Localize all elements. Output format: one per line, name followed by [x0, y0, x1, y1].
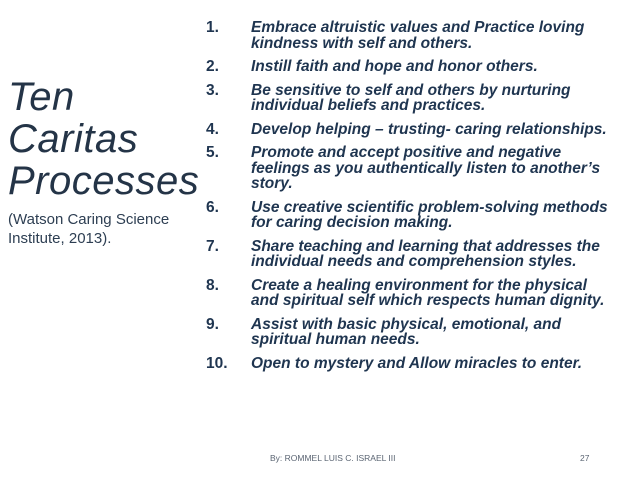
list-item-number: 4.	[206, 120, 219, 138]
list-item-text: Be sensitive to self and others by nurturing individual beliefs and practices.	[251, 81, 571, 114]
list-item-number: 9.	[206, 315, 219, 333]
list-item-text: Assist with basic physical, emotional, and spiritual human needs.	[251, 315, 562, 348]
list-item	[196, 122, 616, 138]
list-item-number: 2.	[206, 58, 219, 75]
list-item-number: 1.	[206, 19, 219, 36]
list-item-number: 10.	[206, 354, 228, 372]
list-item-number: 6.	[206, 198, 219, 216]
slide-title-line-2: Caritas	[8, 117, 139, 161]
list-item	[196, 356, 616, 372]
list-item	[196, 317, 616, 348]
list-item	[196, 83, 616, 114]
list-item-text: Share teaching and learning that addresses the individual needs and comprehension styles.	[251, 237, 600, 270]
list-item	[196, 278, 616, 309]
slide-title-block	[8, 75, 200, 248]
slide-footer	[0, 453, 638, 465]
list-item-text: Create a healing environment for the physical and spiritual self which respects human dignity.	[251, 276, 605, 309]
list-item-number: 3.	[206, 81, 219, 99]
list-item-text: Promote and accept positive and negative feelings as you authentically listen to another’s story.	[251, 144, 601, 192]
footer-author: By: ROMMEL LUIS C. ISRAEL III	[270, 453, 396, 463]
slide-title-line-1: Ten	[8, 75, 75, 119]
list-item-text: Embrace altruistic values and Practice loving kindness with self and others.	[251, 19, 585, 52]
list-item-text: Use creative scientific problem-solving methods for caring decision making.	[251, 198, 608, 231]
list-item	[196, 239, 616, 270]
list-item-number: 5.	[206, 144, 219, 161]
list-item	[196, 59, 616, 75]
page-number: 27	[580, 453, 590, 463]
list-item-text: Open to mystery and Allow miracles to enter.	[251, 354, 583, 372]
list-item-text: Instill faith and hope and honor others.	[251, 58, 538, 75]
list-item-number: 7.	[206, 237, 219, 255]
slide-subtitle-citation: (Watson Caring Science Institute, 2013).	[8, 211, 170, 247]
list-item	[196, 20, 616, 51]
slide-title-line-3: Processes	[8, 159, 200, 203]
list-item-number: 8.	[206, 276, 219, 294]
list-item-text: Develop helping – trusting- caring relationships.	[251, 120, 607, 138]
list-item	[196, 145, 616, 192]
caritas-process-list	[196, 20, 616, 379]
list-item	[196, 200, 616, 231]
